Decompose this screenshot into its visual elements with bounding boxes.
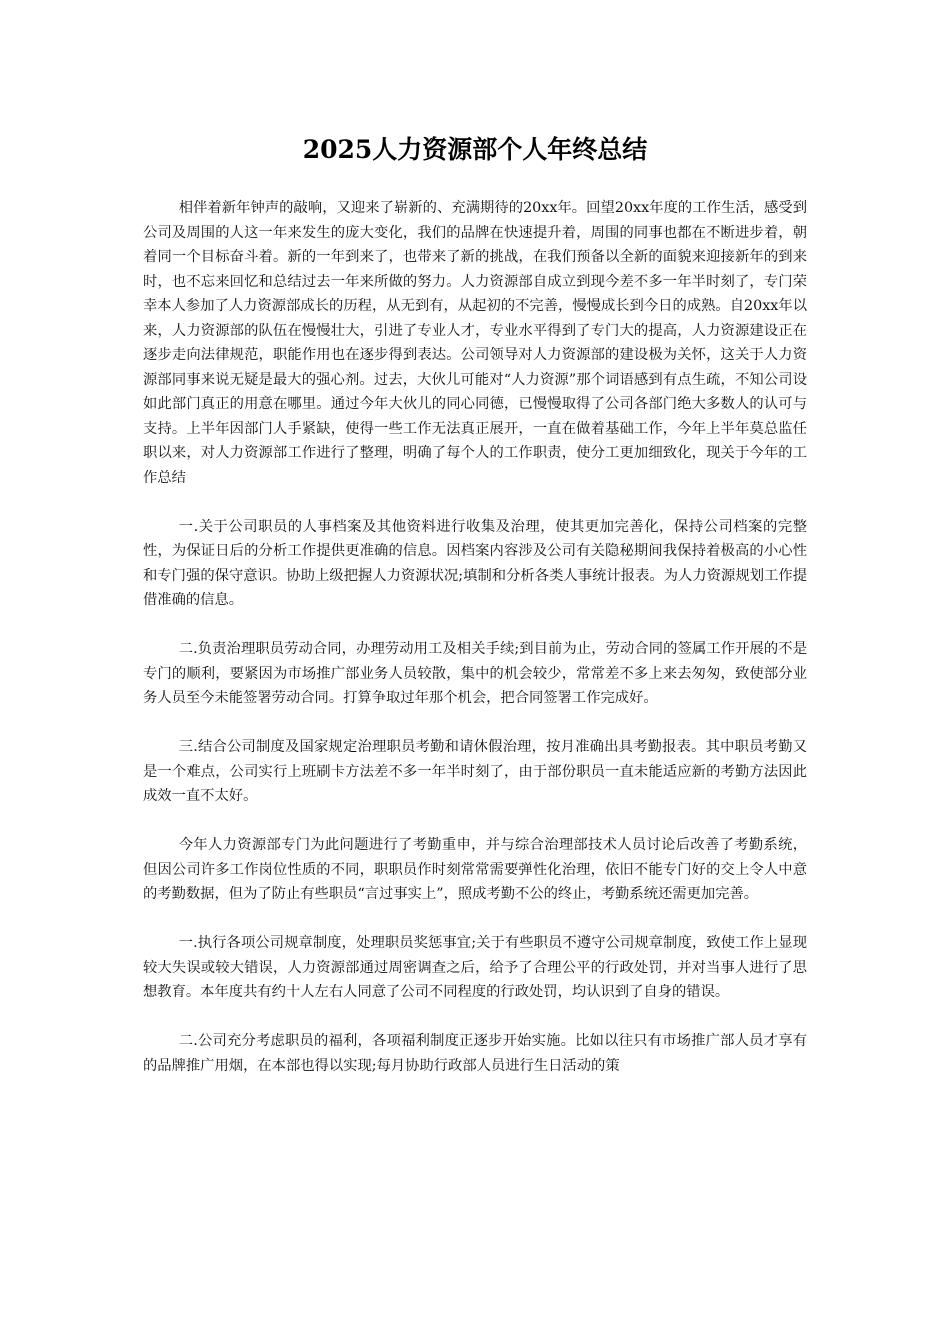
paragraph-attendance-system: 今年人力资源部专门为此问题进行了考勤重申，并与综合治理部技术人员讨论后改善了考勤系统，但因公司许多工作岗位性质的不同，职职员作时刻常常需要弹性化治理，依旧不能专门好的交上令人中意的考勤数据，但为了防止有些职员“言过事实上”，照成考勤不公的终止，考勤系统还需更加完善。: [143, 837, 807, 902]
paragraph-welfare: 二.公司充分考虑职员的福利，各项福利制度正逐步开始实施。比如以往只有市场推广部人员才享有的品牌推广用烟，在本部也得以实现;每月协助行政部人员进行生日活动的策: [143, 1033, 807, 1074]
document-title: 2025人力资源部个人年终总结: [302, 135, 648, 164]
paragraph-contracts: 二.负责治理职员劳动合同，办理劳动用工及相关手续;到目前为止，劳动合同的签属工作开展的不是专门的顺利，要紧因为市场推广部业务人员较散，集中的机会较少，常常差不多上来去匆匆，致使部分业务人员至今未能签署劳动合同。打算争取过年那个机会，把合同签署工作完成好。: [143, 641, 807, 706]
paragraph-regulations: 一.执行各项公司规章制度，处理职员奖惩事宜;关于有些职员不遵守公司规章制度，致使工作上显现较大失误或较大错误，人力资源部通过周密调查之后，给予了合理公平的行政处罚，并对当事人进行了思想教育。本年度共有约十人左右人同意了公司不同程度的行政处罚，均认识到了自身的错误。: [143, 935, 807, 1000]
paragraph-attendance: 三.结合公司制度及国家规定治理职员考勤和请休假治理，按月准确出具考勤报表。其中职员考勤又是一个难点，公司实行上班刷卡方法差不多一年半时刻了，由于部份职员一直未能适应新的考勤方法因此成效一直不太好。: [143, 739, 807, 804]
paragraph-intro: 相伴着新年钟声的敲响，又迎来了崭新的、充满期待的20xx年。回望20xx年度的工作生活，感受到公司及周围的人这一年来发生的庞大变化，我们的品牌在快速提升着，周围的同事也都在不断进步着，朝着同一个目标奋斗着。新的一年到来了，也带来了新的挑战，在我们预备以全新的面貌来迎接新年的到来时，也不忘来回忆和总结过去一年来所做的努力。人力资源部自成立到现今差不多一年半时刻了，专门荣幸本人参加了人力资源部成长的历程，从无到有，从起初的不完善，慢慢成长到今日的成熟。自20xx年以来，人力资源部的队伍在慢慢壮大，引进了专业人才，专业水平得到了专门大的提高，人力资源建设正在逐步走向法律规范，职能作用也在逐步得到表达。公司领导对人力资源部的建设极为关怀，这关于人力资源部同事来说无疑是最大的强心剂。过去，大伙儿可能对“人力资源”那个词语感到有点生疏，不知公司设如此部门真正的用意在哪里。通过今年大伙儿的同心同德，已慢慢取得了公司各部门绝大多数人的认可与支持。上半年因部门人手紧缺，使得一些工作无法真正展开，一直在做着基础工作，今年上半年莫总监任职以来，对人力资源部工作进行了整理，明确了每个人的工作职责，使分工更加细致化，现关于今年的工作总结: [143, 200, 807, 486]
document-body: [143, 196, 807, 1103]
paragraph-archives: 一.关于公司职员的人事档案及其他资料进行收集及治理，使其更加完善化，保持公司档案的完整性，为保证日后的分析工作提供更准确的信息。因档案内容涉及公司有关隐秘期间我保持着极高的小心性和专门强的保守意识。协助上级把握人力资源状况;填制和分析各类人事统计报表。为人力资源规划工作提借准确的信息。: [143, 518, 807, 608]
